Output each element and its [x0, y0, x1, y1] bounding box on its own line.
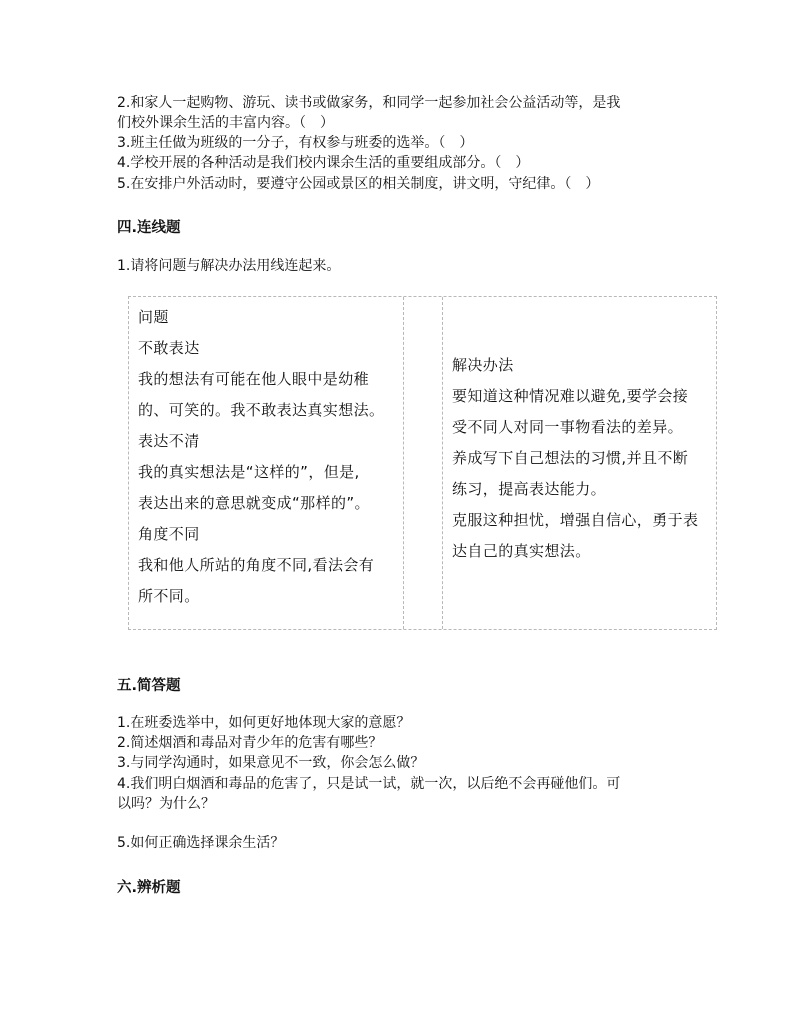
- judge-item-5: 5.在安排户外活动时，要遵守公园或景区的相关制度，讲文明，守纪律。（ ）: [117, 176, 600, 192]
- short-answer-5: 5.如何正确选择课余生活？: [117, 835, 285, 851]
- solution-1b: 受不同人对同一事物看法的差异。: [452, 418, 684, 436]
- judge-item-2-line2: 们校外课余生活的丰富内容。（ ）: [117, 115, 334, 131]
- section-4-title: 四.连线题: [117, 220, 181, 236]
- problem-desc-1a: 我的想法有可能在他人眼中是幼稚: [138, 370, 370, 388]
- short-answer-1: 1.在班委选举中，如何更好地体现大家的意愿？: [117, 715, 411, 731]
- problem-desc-1b: 的、可笑的。我不敢表达真实想法。: [138, 401, 385, 419]
- problem-title-1: 不敢表达: [138, 339, 200, 357]
- problem-desc-2b: 表达出来的意思就变成“那样的”。: [138, 494, 370, 512]
- section-5-title: 五.简答题: [117, 678, 181, 694]
- short-answer-4-line1: 4.我们明白烟酒和毒品的危害了，只是试一试，就一次，以后绝不会再碰他们。可: [117, 776, 621, 792]
- solution-header: 解决办法: [452, 356, 514, 374]
- section-6-title: 六.辨析题: [117, 880, 181, 896]
- short-answer-3: 3.与同学沟通时，如果意见不一致，你会怎么做？: [117, 755, 425, 771]
- judge-item-2-line1: 2.和家人一起购物、游玩、读书或做家务，和同学一起参加社会公益活动等，是我: [117, 95, 621, 111]
- solution-3b: 达自己的真实想法。: [452, 542, 591, 560]
- problem-desc-3b: 所不同。: [138, 587, 200, 605]
- judge-item-3: 3.班主任做为班级的一分子，有权参与班委的选举。（ ）: [117, 135, 474, 151]
- solution-2b: 练习，提高表达能力。: [452, 480, 607, 498]
- short-answer-2: 2.简述烟酒和毒品对青少年的危害有哪些？: [117, 735, 383, 751]
- solution-3a: 克服这种担忧，增强自信心，勇于表: [452, 511, 699, 529]
- problem-column: [138, 302, 384, 612]
- problem-desc-2a: 我的真实想法是“这样的”，但是,: [138, 463, 360, 481]
- judge-item-4: 4.学校开展的各种活动是我们校内课余生活的重要组成部分。（ ）: [117, 155, 530, 171]
- solution-column: [452, 350, 698, 567]
- table-divider-left: [403, 297, 404, 629]
- solution-1a: 要知道这种情况难以避免,要学会接: [452, 387, 689, 405]
- problem-title-3: 角度不同: [138, 525, 200, 543]
- matching-table: [128, 296, 717, 630]
- table-divider-right: [442, 297, 443, 629]
- solution-2a: 养成写下自己想法的习惯,并且不断: [452, 449, 689, 467]
- problem-header: 问题: [138, 308, 169, 326]
- problem-title-2: 表达不清: [138, 432, 200, 450]
- problem-desc-3a: 我和他人所站的角度不同,看法会有: [138, 556, 375, 574]
- short-answer-4-line2: 以吗？为什么？: [117, 796, 215, 812]
- matching-question: 1.请将问题与解决办法用线连起来。: [117, 258, 341, 274]
